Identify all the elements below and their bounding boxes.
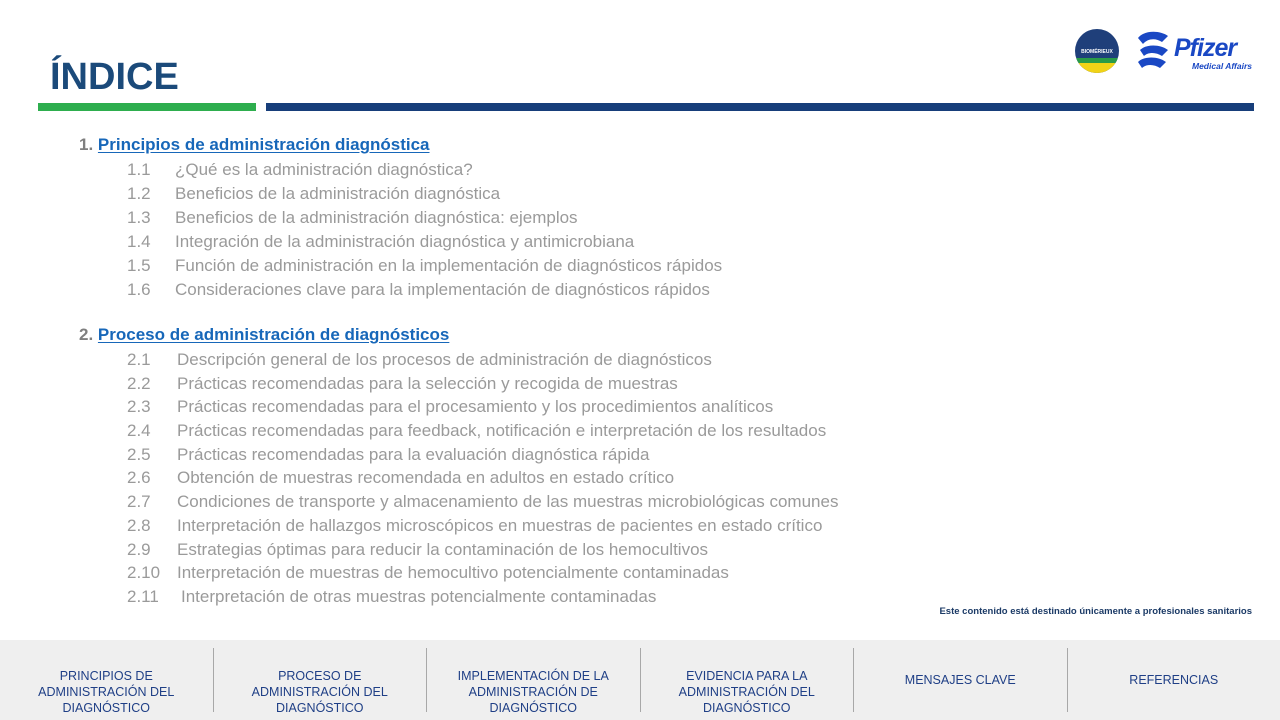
toc-item: 2.9 Estrategias óptimas para reducir la contaminación de los hemocultivos [127,540,709,559]
nav-implementacion[interactable]: IMPLEMENTACIÓN DE LA ADMINISTRACIÓN DE DIAGNÓSTICO [457,669,609,715]
disclaimer-text: Este contenido está destinado únicamente a profesionales sanitarios [939,606,1252,617]
toc-item: 2.10 Interpretación de muestras de hemocultivo potencialmente contaminadas [127,563,729,582]
toc-item: 1.2 Beneficios de la administración diagnóstica [127,184,501,203]
biomerieux-logo [1074,28,1120,74]
section-2-number: 2. [79,325,94,344]
nav-referencias[interactable]: REFERENCIAS [1129,673,1219,687]
pfizer-subtitle: Medical Affairs [1192,61,1252,71]
toc-item: 2.7 Condiciones de transporte y almacenamiento de las muestras microbiológicas comunes [127,492,839,511]
toc-item: 2.11 Interpretación de otras muestras potencialmente contaminadas [127,587,657,606]
toc-item: 2.5 Prácticas recomendadas para la evaluación diagnóstica rápida [127,445,650,464]
toc-item: 2.4 Prácticas recomendadas para feedback, notificación e interpretación de los resultados [127,421,827,440]
section-2-link[interactable]: Proceso de administración de diagnósticos [97,325,450,344]
title-underline-green [38,103,256,111]
toc-item: 1.3 Beneficios de la administración diagnóstica: ejemplos [127,208,578,227]
page-title: ÍNDICE [50,56,179,98]
section-1-link[interactable]: Principios de administración diagnóstica [97,135,430,154]
nav-evidencia[interactable]: EVIDENCIA PARA LA ADMINISTRACIÓN DEL DIAGNÓSTICO [678,669,815,715]
toc-item: 2.3 Prácticas recomendadas para el procesamiento y los procedimientos analíticos [127,397,774,416]
pfizer-wordmark: Pfizer [1174,34,1237,62]
nav-proceso[interactable]: PROCESO DE ADMINISTRACIÓN DEL DIAGNÓSTICO [251,669,388,715]
toc-item: 1.4 Integración de la administración diagnóstica y antimicrobiana [127,232,635,251]
toc-item: 2.2 Prácticas recomendadas para la selección y recogida de muestras [127,374,678,393]
toc-item: 1.5 Función de administración en la implementación de diagnósticos rápidos [127,256,723,275]
toc-item: 2.1 Descripción general de los procesos de administración de diagnósticos [127,350,712,369]
toc-item: 1.1 ¿Qué es la administración diagnóstica? [127,160,473,179]
nav-principios[interactable]: PRINCIPIOS DE ADMINISTRACIÓN DEL DIAGNÓSTICO [38,669,175,715]
toc-item: 2.8 Interpretación de hallazgos microscópicos en muestras de pacientes en estado crítico [127,516,823,535]
section-1-number: 1. [79,135,94,154]
biomerieux-logo-text: BIOMÉRIEUX [1081,49,1113,55]
nav-mensajes-clave[interactable]: MENSAJES CLAVE [904,673,1016,687]
toc-item: 1.6 Consideraciones clave para la implementación de diagnósticos rápidos [127,280,710,299]
pfizer-helix-icon [1134,28,1174,74]
section-1-heading [79,135,430,155]
footer-nav [0,640,1280,720]
title-underline-blue [266,103,1254,111]
toc-item: 2.6 Obtención de muestras recomendada en adultos en estado crítico [127,468,675,487]
pfizer-logo [1134,28,1256,74]
section-2-heading [79,325,449,345]
